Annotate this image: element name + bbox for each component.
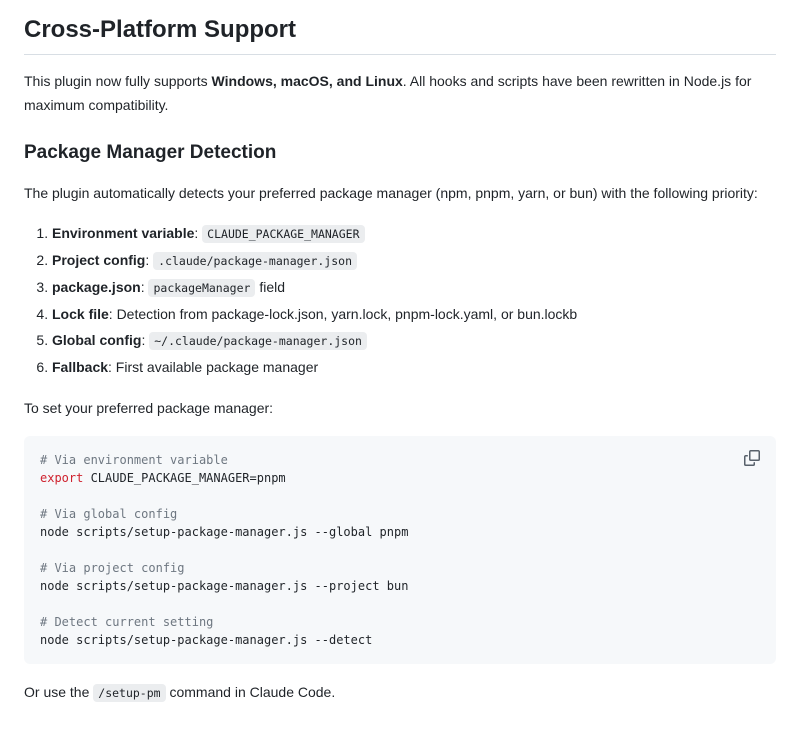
intro-paragraph <box>24 69 776 117</box>
code-command-line: node scripts/setup-package-manager.js --detect <box>40 632 373 647</box>
item-label: Environment variable <box>52 224 195 241</box>
code-block <box>24 436 776 664</box>
section-heading-package-manager-detection: Package Manager Detection <box>24 142 277 164</box>
code-comment-line: # Via project config <box>40 560 185 575</box>
code-group-global-config <box>40 505 760 541</box>
command-text: CLAUDE_PACKAGE_MANAGER=pnpm <box>83 470 286 485</box>
intro-bold-platforms: Windows, macOS, and Linux <box>211 73 403 90</box>
item-label: Lock file <box>52 305 109 322</box>
inline-code: ~/.claude/package-manager.json <box>149 332 367 350</box>
item-text: : First available package manager <box>108 358 319 375</box>
outro-text-2: command in Claude Code. <box>169 683 336 700</box>
intro-text-2: . All hooks and scripts have been rewritten in Node.js for maximum compatibility. <box>24 73 752 114</box>
inline-code: CLAUDE_PACKAGE_MANAGER <box>202 225 364 243</box>
code-comment-line: # Via environment variable <box>40 452 228 467</box>
setup-intro-paragraph: To set your preferred package manager: <box>24 399 274 416</box>
code-command-line: node scripts/setup-package-manager.js --global pnpm <box>40 524 409 539</box>
code-comment-line: # Detect current setting <box>40 614 214 629</box>
inline-code-setup-pm: /setup-pm <box>93 684 165 702</box>
copy-code-button[interactable] <box>738 444 766 472</box>
detection-description: The plugin automatically detects your preferred package manager (npm, pnpm, yarn, or bun) with the following priority: <box>24 184 758 201</box>
priority-list <box>24 221 776 380</box>
item-label: package.json <box>52 278 141 295</box>
item-text: : Detection from package-lock.json, yarn.lock, pnpm-lock.yaml, or bun.lockb <box>108 305 578 322</box>
list-item-project-config <box>52 248 776 274</box>
item-colon: : <box>141 331 146 348</box>
list-item-fallback <box>52 355 776 380</box>
code-group-env-variable <box>40 451 760 487</box>
item-label: Project config <box>52 251 146 268</box>
copy-icon <box>744 450 760 466</box>
code-group-project-config <box>40 559 760 595</box>
inline-code: .claude/package-manager.json <box>153 252 357 270</box>
item-colon: : <box>140 278 145 295</box>
code-comment-line: # Via global config <box>40 506 178 521</box>
code-group-detect <box>40 613 760 649</box>
item-suffix: field <box>259 278 285 295</box>
inline-code: packageManager <box>148 279 255 297</box>
shell-keyword: export <box>40 470 84 485</box>
intro-text-1: This plugin now fully supports <box>24 73 208 90</box>
item-label: Fallback <box>52 358 109 375</box>
list-item-global-config <box>52 328 776 354</box>
code-command-line: node scripts/setup-package-manager.js --project bun <box>40 578 409 593</box>
page-title: Cross-Platform Support <box>24 14 776 55</box>
item-colon: : <box>194 224 199 241</box>
item-colon: : <box>145 251 150 268</box>
list-item-environment-variable <box>52 221 776 247</box>
outro-paragraph <box>24 680 776 705</box>
code-command-line <box>40 469 760 487</box>
list-item-lock-file <box>52 302 776 327</box>
list-item-package-json <box>52 275 776 301</box>
item-label: Global config <box>52 331 142 348</box>
outro-text-1: Or use the <box>24 683 90 700</box>
